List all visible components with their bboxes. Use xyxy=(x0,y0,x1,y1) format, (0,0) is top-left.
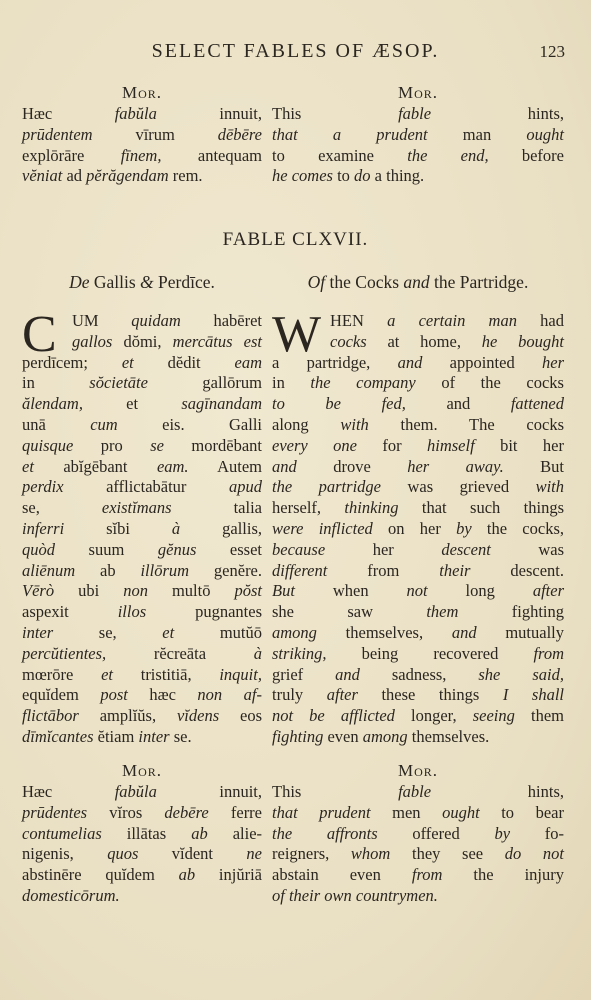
italic-text: ne xyxy=(246,844,262,864)
moral-text-english xyxy=(272,104,564,187)
moral-heading: Mor. xyxy=(397,761,439,780)
italic-text: from xyxy=(533,643,564,663)
italic-text: and xyxy=(451,622,477,642)
italic-text: cum xyxy=(90,414,118,434)
italic-text: among xyxy=(362,726,408,746)
italic-text: domesticōrum. xyxy=(22,885,120,905)
italic-text: he bought xyxy=(481,331,564,351)
italic-text: se xyxy=(150,435,164,455)
italic-text: & xyxy=(140,272,154,292)
italic-text: existĭmans xyxy=(101,498,172,518)
italic-text: he comes xyxy=(272,166,333,186)
text-line: inter se, et mutŭō xyxy=(22,622,262,642)
italic-text: because xyxy=(272,539,326,559)
italic-text: by xyxy=(456,518,472,538)
text-line: This fable hints, xyxy=(272,104,564,123)
italic-text: sŏcietāte xyxy=(89,373,148,393)
italic-text: debēre xyxy=(164,802,209,822)
text-line: Vērò ubi non multō pŏst xyxy=(22,581,262,601)
text-line: inferri sĭbi à gallis, xyxy=(22,518,262,538)
italic-text: and xyxy=(272,456,297,476)
italic-text: fabŭla xyxy=(114,782,157,801)
text-line: striking, being recovered from xyxy=(272,643,564,663)
italic-text: and xyxy=(403,272,430,292)
italic-text: were inflicted xyxy=(272,518,373,538)
italic-text: thinking xyxy=(344,498,399,518)
text-line: not be afflicted longer, seeing them xyxy=(272,706,564,726)
italic-text: post xyxy=(100,685,128,705)
italic-text: sagīnandam xyxy=(181,394,262,414)
italic-text: percŭtientes, xyxy=(22,643,107,663)
fable-text-latin xyxy=(22,306,263,748)
bottom-moral-english xyxy=(272,760,564,907)
bottom-moral-latin xyxy=(22,760,262,907)
text-line: equĭdem post hæc non af- xyxy=(22,685,262,705)
italic-text: the end, xyxy=(407,145,489,165)
italic-text: fīnem, xyxy=(120,145,162,165)
moral-text-latin xyxy=(22,104,262,187)
italic-text: after xyxy=(532,581,564,601)
italic-text: do not xyxy=(504,844,564,864)
text-line: se, existĭmans talia xyxy=(22,498,263,518)
italic-text: De xyxy=(69,272,90,292)
italic-text: prūdentes xyxy=(22,802,88,822)
text-line: et abĭgēbant eam. Autem xyxy=(22,456,262,476)
text-line: were inflicted on her by the cocks, xyxy=(272,518,564,538)
top-moral-english xyxy=(272,82,564,187)
text-line: in sŏcietāte gallōrum xyxy=(22,373,262,393)
text-line: unā cum eis. Galli xyxy=(22,414,262,434)
text-line: abstain even from the injury xyxy=(272,865,564,885)
italic-text: à xyxy=(171,518,181,538)
text-line: perdix afflictabātur apud xyxy=(22,477,262,497)
italic-text: striking, xyxy=(272,643,327,663)
italic-text: them xyxy=(426,602,459,622)
italic-text: fabŭla xyxy=(114,104,157,123)
italic-text: Of xyxy=(307,272,326,292)
fable-title-latin: De Gallis & Perdīce. xyxy=(69,272,215,292)
text-line: along with them. The cocks xyxy=(272,414,564,434)
italic-text: with xyxy=(340,414,369,434)
italic-text: illos xyxy=(117,602,147,622)
text-line: perdīcem; et dĕdit eam xyxy=(22,352,262,372)
top-moral-latin xyxy=(22,82,262,187)
text-line: ălendam, et sagīnandam xyxy=(22,394,262,414)
moral-heading: Mor. xyxy=(397,83,439,102)
italic-text: the partridge xyxy=(272,477,381,497)
italic-text: vĭdens xyxy=(176,706,220,726)
italic-text: aliēnum xyxy=(22,560,76,580)
italic-text: inquit, xyxy=(219,664,262,684)
italic-text: quidam xyxy=(131,311,181,330)
italic-text: quisque xyxy=(22,435,74,455)
italic-text: of their own countrymen. xyxy=(272,885,438,905)
italic-text: contumelias xyxy=(22,823,102,843)
text-line: quisque pro se mordēbant xyxy=(22,435,262,455)
italic-text: fattened xyxy=(510,394,564,414)
italic-text: inter xyxy=(22,622,54,642)
italic-text: a certain man xyxy=(387,311,517,330)
text-line: flictābor amplĭŭs, vĭdens eos xyxy=(22,706,262,726)
italic-text: dīmĭcantes xyxy=(22,726,94,746)
italic-text: not xyxy=(406,581,428,601)
italic-text: seeing xyxy=(472,706,515,726)
text-line: dīmĭcantes ĕtiam inter se. xyxy=(22,726,192,746)
italic-text: prūdentem xyxy=(22,124,93,144)
italic-text: their xyxy=(439,560,471,580)
italic-text: quos xyxy=(107,844,139,864)
text-line: because her descent was xyxy=(272,539,564,559)
text-line xyxy=(272,886,564,907)
text-line: vĕniat ad pĕrăgendam rem. xyxy=(22,166,203,186)
italic-text: different xyxy=(272,560,328,580)
italic-text: not be afflicted xyxy=(272,706,395,726)
moral-heading: Mor. xyxy=(121,761,163,780)
fable-lines-latin xyxy=(22,306,263,748)
text-line: to be fed, and fattened xyxy=(272,394,564,414)
italic-text: with xyxy=(535,477,564,497)
italic-text: every one xyxy=(272,435,357,455)
italic-text: gallos xyxy=(72,331,113,351)
italic-text: by xyxy=(494,823,511,843)
italic-text: et xyxy=(121,352,134,372)
italic-text: gĕnus xyxy=(157,539,197,559)
text-line: aliēnum ab illōrum genĕre. xyxy=(22,560,263,580)
italic-text: But xyxy=(272,581,295,601)
text-line: UM quidam habēret xyxy=(72,311,262,330)
text-line: to examine the end, before xyxy=(272,145,564,165)
italic-text: pŏst xyxy=(234,581,262,601)
italic-text: her away. xyxy=(407,456,504,476)
italic-text: et xyxy=(22,456,34,476)
italic-text: mercātus est xyxy=(172,331,262,351)
italic-text: ought xyxy=(526,124,564,144)
text-line: in the company of the cocks xyxy=(272,373,564,393)
text-line: that prudent men ought to bear xyxy=(272,802,564,822)
text-line: truly after these things I shall xyxy=(272,685,564,705)
italic-text: pĕrăgendam xyxy=(86,166,169,186)
italic-text: the company xyxy=(310,373,416,393)
text-line: prūdentem vīrum dēbēre xyxy=(22,124,262,144)
text-line: But when not long after xyxy=(272,581,564,601)
italic-text: whom xyxy=(350,844,391,864)
text-line: reigners, whom they see do not xyxy=(272,844,564,864)
text-line: abstinēre quĭdem ab injŭriā xyxy=(22,865,263,885)
drop-cap: W xyxy=(272,306,322,363)
fable-heading: FABLE CLXVII. xyxy=(222,229,369,250)
fable-text-english xyxy=(272,306,565,748)
text-line: the partridge was grieved with xyxy=(272,477,564,497)
text-line: she saw them fighting xyxy=(272,602,565,622)
text-line: quòd suum gĕnus esset xyxy=(22,539,263,559)
text-line: among themselves, and mutually xyxy=(272,622,564,642)
italic-text: and xyxy=(335,664,360,684)
italic-text: ab xyxy=(191,823,208,843)
text-line: he comes to do a thing. xyxy=(272,166,425,186)
italic-text: she said, xyxy=(478,664,564,684)
italic-text: fable xyxy=(398,104,432,123)
italic-text: apud xyxy=(229,477,262,497)
text-line: contumelias illātas ab alie- xyxy=(22,823,263,843)
text-line: This fable hints, xyxy=(272,782,564,801)
drop-cap: C xyxy=(22,306,57,363)
page-number: 123 xyxy=(539,42,565,61)
text-line: and drove her away. But xyxy=(272,456,564,476)
italic-text: ought xyxy=(442,802,480,822)
text-line: explōrāre fīnem, antequam xyxy=(22,145,263,165)
italic-text: from xyxy=(411,865,443,885)
text-line: that a prudent man ought xyxy=(272,124,564,144)
italic-text: himself xyxy=(427,435,475,455)
italic-text: after xyxy=(326,685,358,705)
text-line: Hæc fabŭla innuit, xyxy=(22,782,262,801)
italic-text: fighting xyxy=(272,726,324,746)
text-line: percŭtientes, rĕcreāta à xyxy=(22,643,262,663)
italic-text: eam. xyxy=(156,456,189,476)
text-line xyxy=(22,886,262,907)
italic-text: descent xyxy=(441,539,491,559)
text-line: prūdentes vĭros debēre ferre xyxy=(22,802,263,822)
italic-text: that a prudent xyxy=(272,124,428,144)
text-line: herself, thinking that such things xyxy=(272,498,564,518)
italic-text: illōrum xyxy=(140,560,190,580)
italic-text: I shall xyxy=(502,685,564,705)
italic-text: ab xyxy=(178,865,196,885)
text-line: gallos dŏmi, mercātus est xyxy=(72,331,262,351)
moral-heading: Mor. xyxy=(121,83,163,102)
italic-text: among xyxy=(272,622,317,642)
running-header: SELECT FABLES OF ÆSOP. xyxy=(151,40,440,62)
italic-text: perdix xyxy=(22,477,64,497)
text-line: fighting even among themselves. xyxy=(272,726,490,746)
italic-text: et xyxy=(162,622,175,642)
moral-text-latin xyxy=(22,782,262,907)
italic-text: to be fed, xyxy=(272,394,406,414)
italic-text: quòd xyxy=(22,539,55,559)
text-line: Hæc fabŭla innuit, xyxy=(22,104,262,123)
text-line: cocks at home, he bought xyxy=(330,331,564,351)
text-line: aspexit illos pugnantes xyxy=(22,602,262,622)
italic-text: et xyxy=(101,664,113,684)
italic-text: that prudent xyxy=(272,802,371,822)
text-line: nigenis, quos vĭdent ne xyxy=(22,844,262,864)
italic-text: inferri xyxy=(22,518,65,538)
italic-text: Vērò xyxy=(22,581,55,601)
italic-text: ălendam, xyxy=(22,394,83,414)
italic-text: flictābor xyxy=(22,706,79,726)
text-line: mœrōre et tristitiā, inquit, xyxy=(22,664,262,684)
text-line: HEN a certain man had xyxy=(330,311,564,330)
italic-text: dēbēre xyxy=(217,124,262,144)
italic-text: fable xyxy=(398,782,432,801)
text-line: the affronts offered by fo- xyxy=(272,823,564,843)
italic-text: non xyxy=(123,581,148,601)
italic-text: and xyxy=(397,352,423,372)
italic-text: non af- xyxy=(197,685,262,705)
italic-text: inter xyxy=(138,726,170,746)
italic-text: à xyxy=(253,643,262,663)
italic-text: eam xyxy=(234,352,262,372)
italic-text: do xyxy=(354,166,371,186)
text-line: a partridge, and appointed her xyxy=(272,352,564,372)
fable-lines-english xyxy=(272,306,565,748)
italic-text: cocks xyxy=(330,331,367,351)
italic-text: her xyxy=(542,352,564,372)
italic-text: the affronts xyxy=(272,823,378,843)
moral-text-english xyxy=(272,782,564,907)
fable-title-english: Of the Cocks and the Partridge. xyxy=(307,272,529,292)
italic-text: vĕniat xyxy=(22,166,63,186)
text-line: grief and sadness, she said, xyxy=(272,664,564,684)
text-line: every one for himself bit her xyxy=(272,435,564,455)
text-line: different from their descent. xyxy=(272,560,565,580)
